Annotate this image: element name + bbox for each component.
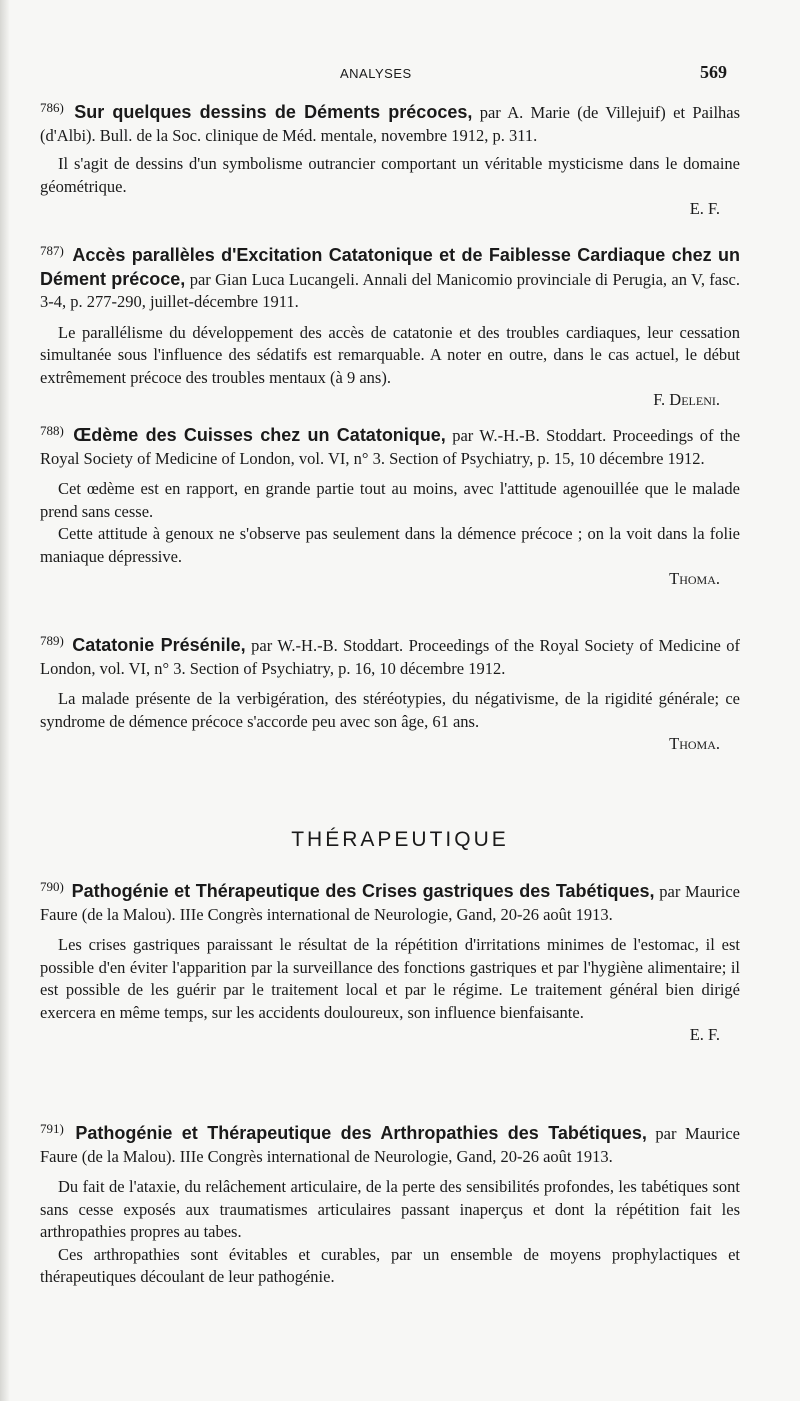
entry-heading [40,240,740,314]
entry-body [40,478,740,523]
entry-citation: par Maurice Faure (de la Malou). IIIe Congrès international de Neurologie, Gand, 20-26 août 1913. [40,1124,740,1166]
entry-body [40,153,740,221]
entry-body [40,934,740,1047]
entry-body [40,688,740,756]
entry-790 [40,876,740,1047]
running-head-title: ANALYSES [340,66,412,81]
entry-citation: par Gian Luca Lucangeli. Annali del Manicomio provinciale di Perugia, an V, fasc. 3-4, p. 277-290, juillet-décembre 1911. [40,269,740,311]
entry-787 [40,240,740,412]
entry-body [40,322,740,412]
entry-number: 790) [40,879,64,894]
entry-title: Catatonie Présénile, [72,635,246,655]
entry-title: Œdème des Cuisses chez un Catatonique, [73,425,446,445]
entry-citation: par Maurice Faure (de la Malou). IIIe Congrès international de Neurologie, Gand, 20-26 août 1913. [40,882,741,924]
entry-789 [40,630,740,756]
entry-body [40,1176,740,1244]
entry-title: Accès parallèles d'Excitation Catatonique et de Faiblesse Cardiaque chez un Dément précoce, [40,245,740,289]
entry-791 [40,1118,740,1289]
entry-signature: E. F. [689,1025,720,1044]
entry-citation: par W.-H.-B. Stoddart. Proceedings of the Royal Society of Medicine of London, vol. VI, n° 3. Section of Psychiatry, p. 16, 10 décembre 1912. [40,636,741,678]
entry-citation: par A. Marie (de Villejuif) et Pailhas (d'Albi). Bull. de la Soc. clinique de Méd. mentale, novembre 1912, p. 311. [40,103,741,145]
entry-body-text-2: Cette attitude à genoux ne s'observe pas seulement dans la démence précoce ; on la voit dans la folie maniaque dépressive. [40,524,740,566]
entry-number: 786) [40,100,64,115]
entry-title: Pathogénie et Thérapeutique des Arthropathies des Tabétiques, [75,1123,647,1143]
entry-body-text-2: Ces arthropathies sont évitables et curables, par un ensemble de moyens prophylactiques et thérapeutiques découlant de leur pathogénie. [40,1244,740,1286]
entry-signature: Thoma. [669,569,720,588]
entry-number: 791) [40,1121,64,1136]
entry-citation: par W.-H.-B. Stoddart. Proceedings of the Royal Society of Medicine of London, vol. VI, n° 3. Section of Psychiatry, p. 15, 10 décembre 1912. [40,426,741,468]
entry-heading [40,420,740,470]
page-number: 569 [700,62,727,82]
page-edge-shadow [0,0,10,1401]
entry-title: Sur quelques dessins de Déments précoces, [74,102,473,122]
entry-signature: Thoma. [669,734,720,753]
entry-heading [40,1118,740,1168]
entry-heading [40,97,740,147]
entry-body-text: Les crises gastriques paraissant le résultat de la répétition d'irritations minimes de l'estomac, il est possible d'en éviter l'apparition par la surveillance des fonctions gastriques et par l'hygiène alimentaire; il est possible de les guérir par le traitement local et par le régime. Le traitement général bien dirigé exercera en même temps, sur les accidents douloureux, son influence bienfaisante. [40,935,740,1022]
entry-body-text: Cet œdème est en rapport, en grande partie tout au moins, avec l'attitude agenouillée que le malade prend sans cesse. [40,479,740,521]
entry-number: 789) [40,633,64,648]
entry-body-2 [40,1244,740,1289]
entry-signature: E. F. [689,199,720,218]
entry-heading [40,876,740,926]
entry-786 [40,97,740,221]
entry-788 [40,420,740,591]
entry-body-text: Il s'agit de dessins d'un symbolisme outrancier comportant un véritable mysticisme dans le domaine géométrique. [40,154,740,196]
entry-number: 787) [40,243,64,258]
entry-title: Pathogénie et Thérapeutique des Crises gastriques des Tabétiques, [71,881,655,901]
entry-body-text: La malade présente de la verbigération, des stéréotypies, du négativisme, de la rigidité générale; ce syndrome de démence précoce s'accorde peu avec son âge, 61 ans. [40,689,740,731]
entry-body-text: Du fait de l'ataxie, du relâchement articulaire, de la perte des sensibilités profondes, les tabétiques sont sans cesse exposés aux traumatismes articulaires passant inaperçus et dont la répétition fait les arthropathies propres au tabes. [40,1177,740,1241]
entry-signature: F. Deleni. [653,390,720,409]
entry-body-text: Le parallélisme du développement des accès de catatonie et des troubles cardiaques, leur cessation simultanée sous l'influence des sédatifs est remarquable. A noter en outre, dans le cas actuel, le début extrêmement précoce des troubles mentaux (à 9 ans). [40,322,740,387]
running-head [0,62,800,86]
entry-heading [40,630,740,680]
entry-body-2 [40,523,740,591]
section-heading: THÉRAPEUTIQUE [291,828,509,851]
entry-number: 788) [40,423,64,438]
